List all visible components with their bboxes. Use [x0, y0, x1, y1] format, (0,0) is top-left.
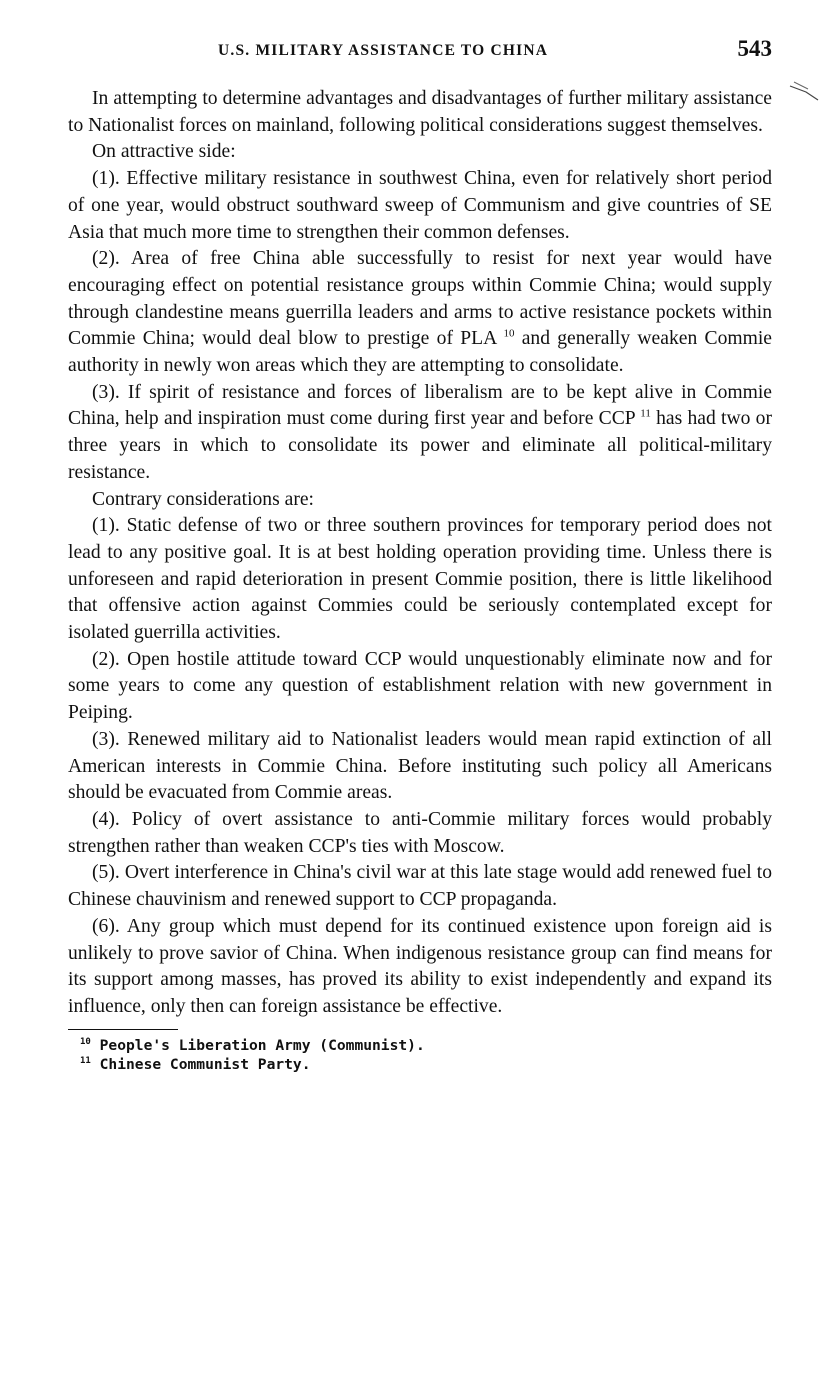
item-text: Static defense of two or three southern provinces for temporary period does not lead to any positive goal. It is at best holding operation providing time. Unless there is unforeseen and rapid deterioration in present Commie position, there is little likelihood that offensive action against Commies could be seriously contemplated except for isolated guerrilla activities.	[68, 515, 772, 644]
running-title: U.S. MILITARY ASSISTANCE TO CHINA	[218, 42, 549, 59]
contrary-item-6	[68, 914, 772, 1021]
contrary-item-4	[68, 807, 772, 860]
footnote-11	[68, 1055, 772, 1074]
item-text: If spirit of resistance and forces of liberalism are to be kept alive in Commie China, help and inspiration must come during first year and before CCP	[68, 381, 772, 430]
item-text: Overt interference in China's civil war at this late stage would add renewed fuel to Chinese chauvinism and renewed support to CCP propaganda.	[68, 862, 772, 911]
attractive-item-1	[68, 166, 772, 246]
contrary-item-5	[68, 860, 772, 913]
item-number: (1).	[92, 515, 120, 537]
footnote-ref-10: 10	[503, 327, 515, 340]
item-number: (2).	[92, 248, 120, 270]
contrary-item-3	[68, 727, 772, 807]
item-number: (1).	[92, 168, 120, 190]
page-number: 543	[737, 36, 772, 61]
item-text: Area of free China able successfully to resist for next year would have encouraging effect on potential resistance groups within Commie China; would supply through clandestine means guerrilla leaders and arms to active resistance pockets within Commie China; would deal blow to prestige of PLA	[68, 248, 772, 350]
item-text: Any group which must depend for its continued existence upon foreign aid is unlikely to prove savior of China. When indigenous resistance group can find means for its support among masses, has proved its ability to exist independently and expand its influence, only then can foreign assistance be effective.	[68, 915, 772, 1017]
footnote-text: Chinese Communist Party.	[99, 1055, 311, 1073]
item-text-continued: and generally weaken Commie authority in newly won areas which they are attempting to consolidate.	[68, 328, 772, 377]
item-text-continued: has had two or three years in which to consolidate its power and eliminate all political-military resistance.	[68, 408, 772, 483]
attractive-item-3	[68, 380, 772, 487]
section-heading-contrary: Contrary considerations are:	[92, 488, 314, 510]
document-page	[68, 36, 772, 1074]
intro-paragraph: In attempting to determine advantages and disadvantages of further military assistance to Nationalist forces on mainland, following political considerations suggest themselves.	[68, 88, 772, 136]
item-text: Renewed military aid to Nationalist leaders would mean rapid extinction of all American interests in Commie China. Before instituting such policy all Americans should be evacuated from Commie areas.	[68, 728, 772, 804]
item-number: (6).	[92, 915, 120, 937]
section-heading-attractive: On attractive side:	[92, 141, 236, 163]
item-text: Effective military resistance in southwest China, even for relatively short period of one year, would obstruct southward sweep of Communism and give countries of SE Asia that much more time to strengthen their common defenses.	[68, 168, 772, 243]
item-number: (3).	[92, 728, 120, 750]
footnote-number: 11	[80, 1055, 91, 1066]
footnote-text: People's Liberation Army (Communist).	[99, 1036, 425, 1054]
item-text: Open hostile attitude toward CCP would unquestionably eliminate now and for some years to come any question of establishment relation with new government in Peiping.	[68, 648, 772, 724]
footnote-ref-11: 11	[640, 407, 651, 420]
footnote-divider	[68, 1029, 178, 1030]
attractive-item-2	[68, 246, 772, 380]
footnote-10	[68, 1036, 772, 1055]
item-text: Policy of overt assistance to anti-Commie military forces would probably strengthen rather than weaken CCP's ties with Moscow.	[68, 808, 772, 857]
item-number: (4).	[92, 808, 120, 830]
item-number: (2).	[92, 648, 120, 670]
running-header	[68, 36, 772, 76]
footnote-number: 10	[80, 1036, 91, 1047]
footnotes	[68, 1036, 772, 1074]
item-number: (5).	[92, 862, 120, 884]
contrary-item-2	[68, 647, 772, 727]
contrary-item-1	[68, 513, 772, 647]
item-number: (3).	[92, 381, 120, 403]
body-text	[68, 86, 772, 1021]
margin-pencil-mark	[788, 80, 820, 104]
